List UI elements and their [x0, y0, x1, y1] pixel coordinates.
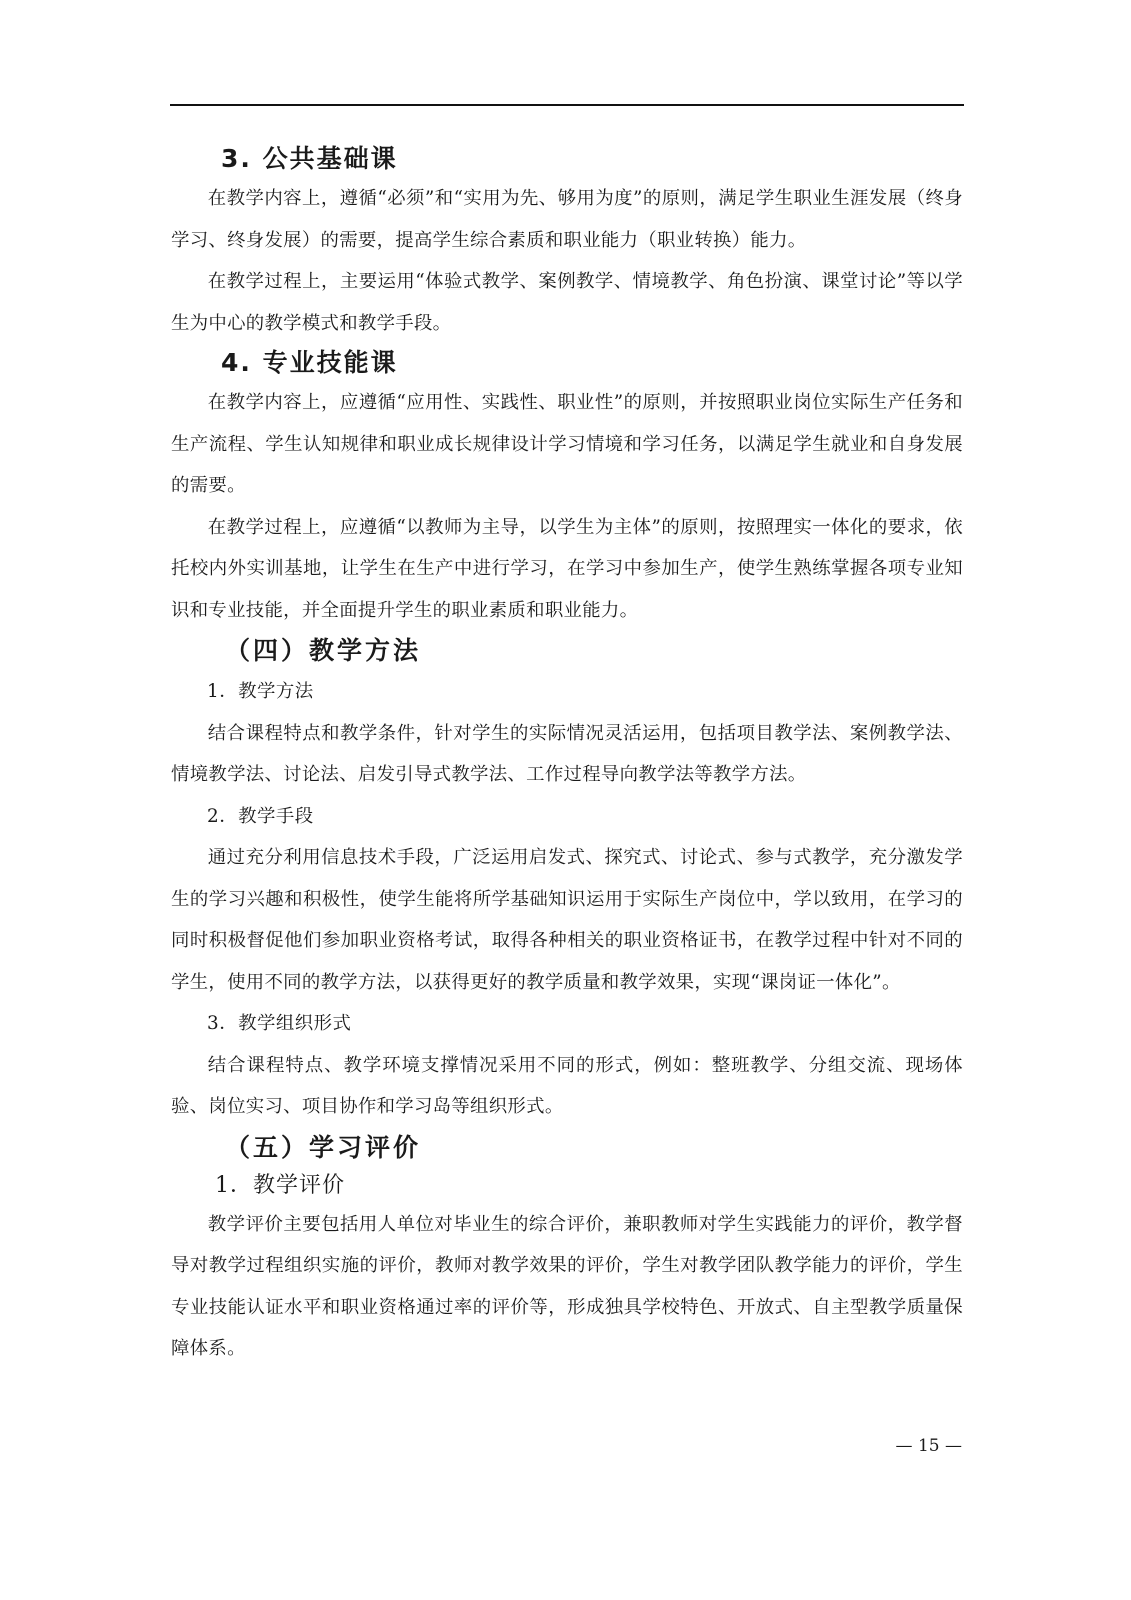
- paragraph: 在教学过程上，应遵循“以教师为主导，以学生为主体”的原则，按照理实一体化的要求，依托校内外实训基地，让学生在生产中进行学习，在学习中参加生产，使学生熟练掌握各项专业知识和专业技能，并全面提升学生的职业素质和职业能力。: [171, 516, 963, 621]
- subheading-teaching-evaluation: 1．教学评价: [215, 1172, 345, 1198]
- paragraph: 通过充分利用信息技术手段，广泛运用启发式、探究式、讨论式、参与式教学，充分激发学生的学习兴趣和积极性，使学生能将所学基础知识运用于实际生产岗位中，学以致用，在学习的同时积极督促他们参加职业资格考试，取得各种相关的职业资格证书，在教学过程中针对不同的学生，使用不同的教学方法，以获得更好的教学质量和教学效果，实现“课岗证一体化”。: [171, 847, 963, 993]
- paragraph: 在教学内容上，遵循“必须”和“实用为先、够用为度”的原则，满足学生职业生涯发展（终身学习、终身发展）的需要，提高学生综合素质和职业能力（职业转换）能力。: [171, 188, 963, 251]
- heading-teaching-methods: （四）教学方法: [225, 636, 422, 665]
- paragraph: 结合课程特点和教学条件，针对学生的实际情况灵活运用，包括项目教学法、案例教学法、情境教学法、讨论法、启发引导式教学法、工作过程导向教学法等教学方法。: [171, 722, 963, 785]
- paragraph: 在教学内容上，应遵循“应用性、实践性、职业性”的原则，并按照职业岗位实际生产任务和生产流程、学生认知规律和职业成长规律设计学习情境和学习任务，以满足学生就业和自身发展的需要。: [171, 392, 963, 496]
- subheading-organization-form: 3．教学组织形式: [207, 1013, 352, 1034]
- paragraph: 在教学过程上，主要运用“体验式教学、案例教学、情境教学、角色扮演、课堂讨论”等以学生为中心的教学模式和教学手段。: [171, 271, 963, 334]
- header-rule: [170, 104, 964, 106]
- subheading-teaching-means: 2．教学手段: [207, 805, 314, 827]
- paragraph: 教学评价主要包括用人单位对毕业生的综合评价，兼职教师对学生实践能力的评价，教学督导对教学过程组织实施的评价，教师对教学效果的评价，学生对教学团队教学能力的评价，学生专业技能认证水平和职业资格通过率的评价等，形成独具学校特色、开放式、自主型教学质量保障体系。: [171, 1213, 963, 1359]
- subheading-teaching-method: 1．教学方法: [207, 681, 314, 702]
- page-number: — 15 —: [895, 1436, 962, 1456]
- document-body: [171, 140, 963, 1370]
- heading-professional-skill-courses: 4. 专业技能课: [221, 348, 398, 377]
- heading-learning-evaluation: （五）学习评价: [225, 1132, 422, 1162]
- paragraph: 结合课程特点、教学环境支撑情况采用不同的形式，例如：整班教学、分组交流、现场体验、岗位实习、项目协作和学习岛等组织形式。: [171, 1054, 963, 1117]
- heading-public-basic-courses: 3. 公共基础课: [221, 144, 398, 173]
